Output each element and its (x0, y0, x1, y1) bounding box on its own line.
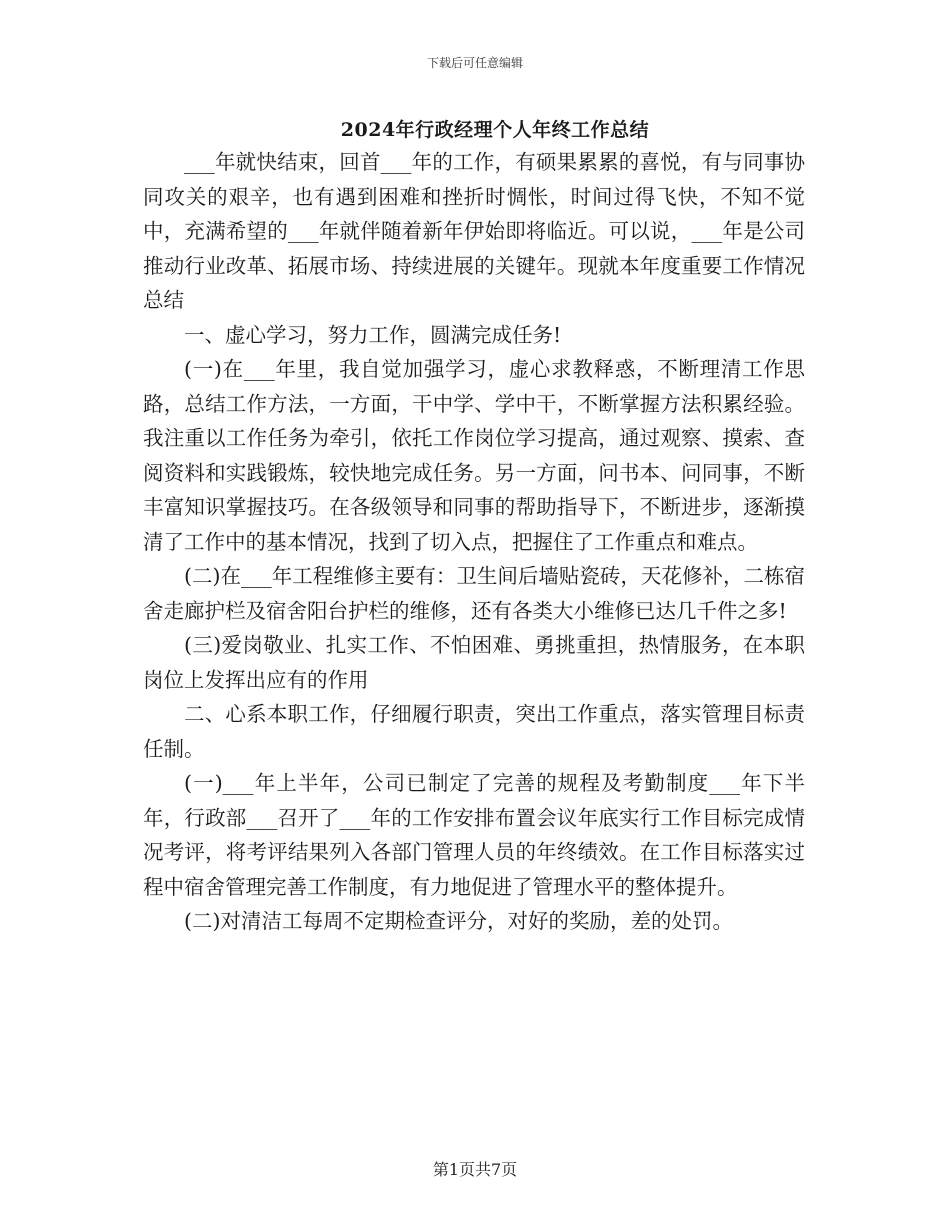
page-number: 第1页共7页 (432, 1160, 518, 1179)
paragraph-1-3: (三)爱岗敬业、扎实工作、不怕困难、勇挑重担，热情服务，在本职岗位上发挥出应有的作用 (143, 633, 805, 692)
document-body (143, 145, 805, 939)
document-title: 2024年行政经理个人年终工作总结 (340, 119, 650, 141)
paragraph-2-1: (一)___年上半年，公司已制定了完善的规程及考勤制度___年下半年，行政部___召开了___年的工作安排布置会议年底实行工作目标完成情况考评，将考评结果列入各部门管理人员的年终绩效。在工作目标落实过程中宿舍管理完善工作制度，有力地促进了管理水平的整体提升。 (143, 771, 805, 899)
paragraph-intro: ___年就快结束，回首___年的工作，有硕果累累的喜悦，有与同事协同攻关的艰辛，也有遇到困难和挫折时惆怅，时间过得飞快，不知不觉中，充满希望的___年就伴随着新年伊始即将临近。可以说，___年是公司推动行业改革、拓展市场、持续进展的关键年。现就本年度重要工作情况总结 (143, 150, 805, 312)
section-heading-2: 二、心系本职工作，仔细履行职责，突出工作重点，落实管理目标责任制。 (143, 702, 805, 761)
paragraph-1-2: (二)在___年工程维修主要有：卫生间后墙贴瓷砖，天花修补，二栋宿舍走廊护栏及宿舍阳台护栏的维修，还有各类大小维修已达几千件之多! (143, 564, 805, 623)
paragraph-2-2: (二)对清洁工每周不定期检查评分，对好的奖励，差的处罚。 (184, 909, 733, 933)
header-note: 下载后可任意编辑 (426, 56, 523, 70)
paragraph-1-1: (一)在___年里，我自觉加强学习，虚心求教释惑，不断理清工作思路，总结工作方法，一方面，干中学、学中干，不断掌握方法积累经验。我注重以工作任务为牵引，依托工作岗位学习提高，通过观察、摸索、查阅资料和实践锻炼，较快地完成任务。另一方面，问书本、问同事，不断丰富知识掌握技巧。在各级领导和同事的帮助指导下，不断进步，逐渐摸清了工作中的基本情况，找到了切入点，把握住了工作重点和难点。 (143, 357, 805, 554)
section-heading-1: 一、虚心学习，努力工作，圆满完成任务! (184, 322, 562, 347)
